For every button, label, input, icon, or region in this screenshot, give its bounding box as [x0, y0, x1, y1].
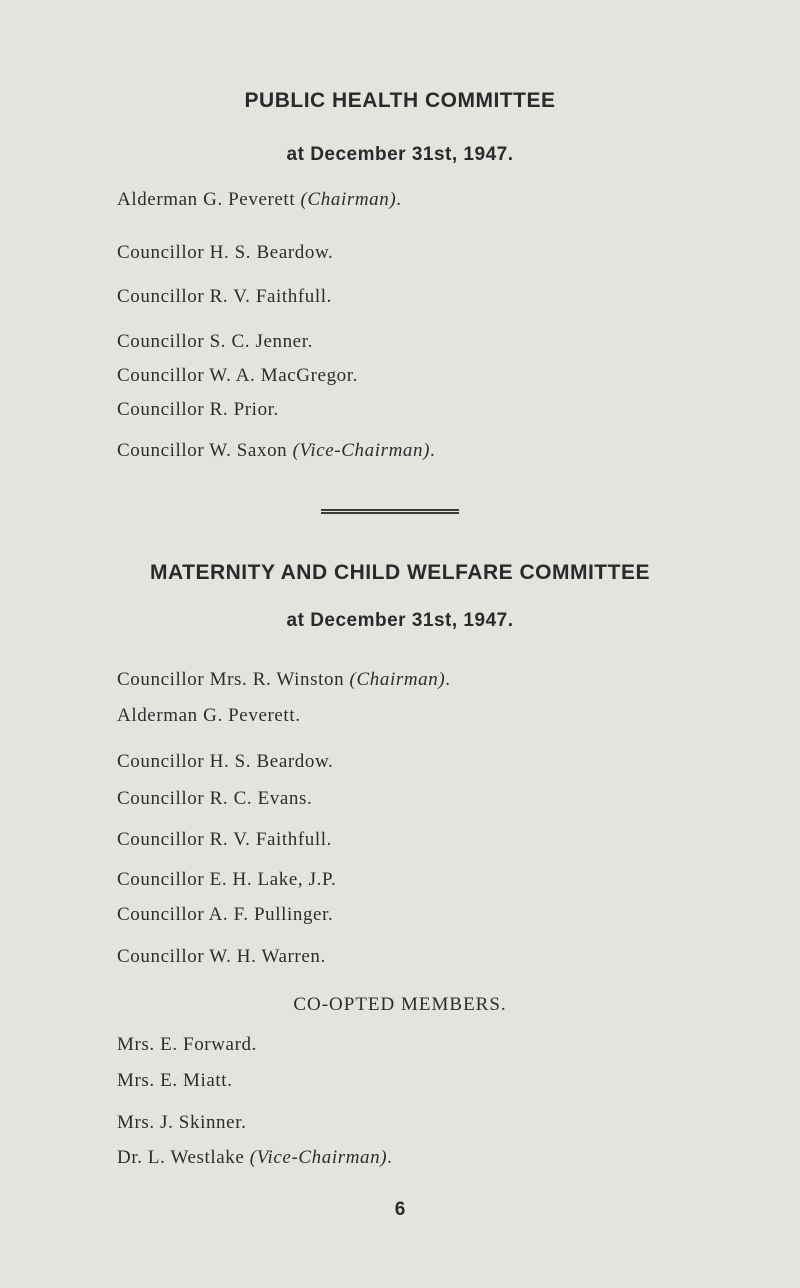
list-item: Councillor W. A. MacGregor.: [117, 365, 359, 386]
list-item: Mrs. J. Skinner.: [117, 1112, 247, 1133]
list-item: Councillor H. S. Beardow.: [117, 751, 334, 772]
list-item: Mrs. E. Miatt.: [117, 1070, 233, 1091]
list-item: Councillor R. V. Faithfull.: [117, 286, 333, 307]
list-item: Mrs. E. Forward.: [117, 1034, 257, 1055]
list-item: Councillor H. S. Beardow.: [117, 242, 334, 263]
list-item: Councillor W. H. Warren.: [117, 946, 326, 967]
page-number: 6: [394, 1199, 406, 1220]
list-item: Dr. L. Westlake (Vice-Chairman).: [117, 1147, 393, 1168]
list-item: Councillor W. Saxon (Vice-Chairman).: [117, 440, 436, 461]
list-item: Councillor S. C. Jenner.: [117, 331, 313, 352]
list-item: Councillor R. V. Faithfull.: [117, 829, 333, 850]
double-rule-divider: [321, 509, 459, 514]
public-health-date: at December 31st, 1947.: [286, 144, 514, 165]
list-item: Councillor A. F. Pullinger.: [117, 904, 334, 925]
list-item: Councillor R. Prior.: [117, 399, 279, 420]
list-item: Alderman G. Peverett.: [117, 705, 301, 726]
maternity-title: MATERNITY AND CHILD WELFARE COMMITTEE: [150, 561, 650, 584]
list-item: Alderman G. Peverett (Chairman).: [117, 189, 402, 210]
maternity-date: at December 31st, 1947.: [286, 610, 514, 631]
list-item: Councillor R. C. Evans.: [117, 788, 313, 809]
coopted-heading: CO-OPTED MEMBERS.: [293, 994, 507, 1015]
list-item: Councillor Mrs. R. Winston (Chairman).: [117, 669, 451, 690]
public-health-title: PUBLIC HEALTH COMMITTEE: [244, 89, 556, 112]
list-item: Councillor E. H. Lake, J.P.: [117, 869, 337, 890]
